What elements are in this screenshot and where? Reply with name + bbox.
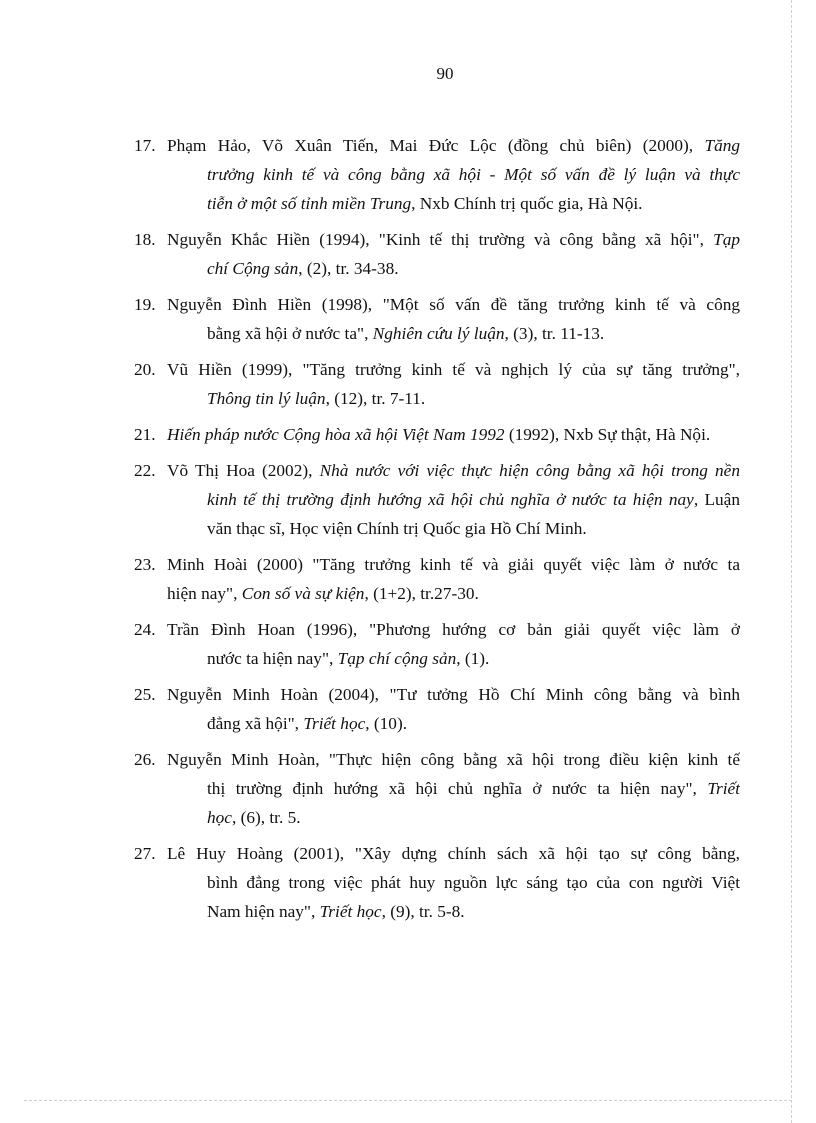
reference-line bbox=[207, 774, 740, 803]
reference-line bbox=[167, 290, 740, 319]
reference-number: 23. bbox=[134, 555, 156, 574]
reference-text: bình đẳng trong việc phát huy nguồn lực sáng tạo của con người Việt bbox=[207, 873, 740, 892]
reference-line bbox=[207, 514, 740, 543]
reference-number: 26. bbox=[134, 750, 156, 769]
reference-line bbox=[167, 579, 740, 608]
reference-number: 27. bbox=[134, 844, 156, 863]
reference-title: Triết học bbox=[303, 714, 366, 733]
reference-number: 18. bbox=[134, 230, 156, 249]
reference-title: Triết học bbox=[319, 902, 382, 921]
reference-number: 25. bbox=[134, 685, 156, 704]
reference-number: 17. bbox=[134, 136, 156, 155]
reference-title: Nhà nước với việc thực hiện công bằng xã hội trong nền bbox=[319, 461, 740, 480]
reference-text: Vũ Hiền (1999), "Tăng trưởng kinh tế và nghịch lý của sự tăng trưởng", bbox=[167, 360, 740, 379]
reference-title: chí Cộng sản bbox=[207, 259, 299, 278]
reference-text: , Nxb Chính trị quốc gia, Hà Nội. bbox=[411, 194, 643, 213]
reference-title: học bbox=[207, 808, 232, 827]
reference-line bbox=[207, 644, 740, 673]
reference-line bbox=[167, 615, 740, 644]
reference-text: , (12), tr. 7-11. bbox=[325, 389, 426, 408]
reference-title: Tăng bbox=[704, 136, 740, 155]
reference-line bbox=[207, 897, 740, 926]
page-edge-bottom bbox=[24, 1100, 792, 1101]
reference-text: , (10). bbox=[365, 714, 408, 733]
reference-line bbox=[167, 131, 740, 160]
reference-text: Lê Huy Hoàng (2001), "Xây dựng chính sách xã hội tạo sự công bằng, bbox=[167, 844, 740, 863]
reference-title: Tạp chí cộng sản bbox=[337, 649, 457, 668]
reference-text: bằng xã hội ở nước ta", bbox=[207, 324, 373, 343]
reference-title: tiễn ở một số tỉnh miền Trung bbox=[207, 194, 412, 213]
reference-text: , (1). bbox=[456, 649, 490, 668]
page-number: 90 bbox=[436, 64, 454, 83]
reference-text: Nguyễn Minh Hoàn, "Thực hiện công bằng xã hội trong điều kiện kinh tế bbox=[167, 750, 740, 769]
reference-text: Nguyễn Khắc Hiền (1994), "Kinh tế thị trường và công bằng xã hội", bbox=[167, 230, 714, 249]
reference-line bbox=[167, 839, 740, 868]
reference-title: Con số và sự kiện bbox=[241, 584, 365, 603]
reference-line bbox=[167, 225, 740, 254]
reference-number: 19. bbox=[134, 295, 156, 314]
reference-number: 21. bbox=[134, 425, 156, 444]
reference-text: Nguyễn Đình Hiền (1998), "Một số vấn đề tăng trưởng kinh tế và công bbox=[167, 295, 740, 314]
reference-title: Tạp bbox=[713, 230, 740, 249]
reference-line bbox=[167, 550, 740, 579]
reference-title: Triết bbox=[707, 779, 740, 798]
reference-number: 20. bbox=[134, 360, 156, 379]
reference-line bbox=[167, 680, 740, 709]
reference-text: nước ta hiện nay", bbox=[207, 649, 338, 668]
reference-text: , (3), tr. 11-13. bbox=[504, 324, 605, 343]
reference-line bbox=[207, 709, 740, 738]
reference-line bbox=[207, 189, 740, 218]
reference-line bbox=[207, 868, 740, 897]
reference-text: Nam hiện nay", bbox=[207, 902, 320, 921]
reference-text: Trần Đình Hoan (1996), "Phương hướng cơ bản giải quyết việc làm ở bbox=[167, 620, 740, 639]
reference-title: Nghiên cứu lý luận bbox=[372, 324, 505, 343]
reference-text: , (1+2), tr.27-30. bbox=[364, 584, 479, 603]
reference-text: đẳng xã hội", bbox=[207, 714, 304, 733]
reference-line bbox=[207, 319, 740, 348]
reference-line bbox=[167, 355, 740, 384]
reference-line bbox=[167, 745, 740, 774]
reference-text: Minh Hoài (2000) "Tăng trưởng kinh tế và giải quyết việc làm ở nước ta bbox=[167, 555, 740, 574]
reference-title: Hiến pháp nước Cộng hòa xã hội Việt Nam 1992 bbox=[167, 425, 505, 444]
reference-line bbox=[207, 384, 740, 413]
reference-text: Võ Thị Hoa (2002), bbox=[167, 461, 320, 480]
reference-number: 24. bbox=[134, 620, 156, 639]
reference-text: , (9), tr. 5-8. bbox=[381, 902, 465, 921]
reference-line bbox=[167, 420, 740, 449]
reference-number: 22. bbox=[134, 461, 156, 480]
reference-title: kinh tế thị trường định hướng xã hội chủ nghĩa ở nước ta hiện nay bbox=[207, 490, 694, 509]
reference-text: Nguyễn Minh Hoàn (2004), "Tư tưởng Hồ Chí Minh công bằng và bình bbox=[167, 685, 740, 704]
reference-text: hiện nay", bbox=[167, 584, 242, 603]
reference-line bbox=[207, 254, 740, 283]
reference-text: (1992), Nxb Sự thật, Hà Nội. bbox=[504, 425, 711, 444]
reference-text: , Luận bbox=[693, 490, 740, 509]
reference-text: văn thạc sĩ, Học viện Chính trị Quốc gia Hồ Chí Minh. bbox=[207, 519, 587, 538]
page-edge-right bbox=[791, 0, 792, 1123]
reference-text: , (2), tr. 34-38. bbox=[298, 259, 399, 278]
reference-title: trưởng kinh tế và công bằng xã hội - Một số vấn đề lý luận và thực bbox=[207, 165, 740, 184]
reference-title: Thông tin lý luận bbox=[207, 389, 326, 408]
reference-text: Phạm Hảo, Võ Xuân Tiến, Mai Đức Lộc (đồng chủ biên) (2000), bbox=[167, 136, 705, 155]
reference-text: , (6), tr. 5. bbox=[231, 808, 301, 827]
reference-text: thị trường định hướng xã hội chủ nghĩa ở nước ta hiện nay", bbox=[207, 779, 708, 798]
reference-line bbox=[207, 160, 740, 189]
reference-line bbox=[167, 456, 740, 485]
reference-line bbox=[207, 803, 740, 832]
reference-line bbox=[207, 485, 740, 514]
